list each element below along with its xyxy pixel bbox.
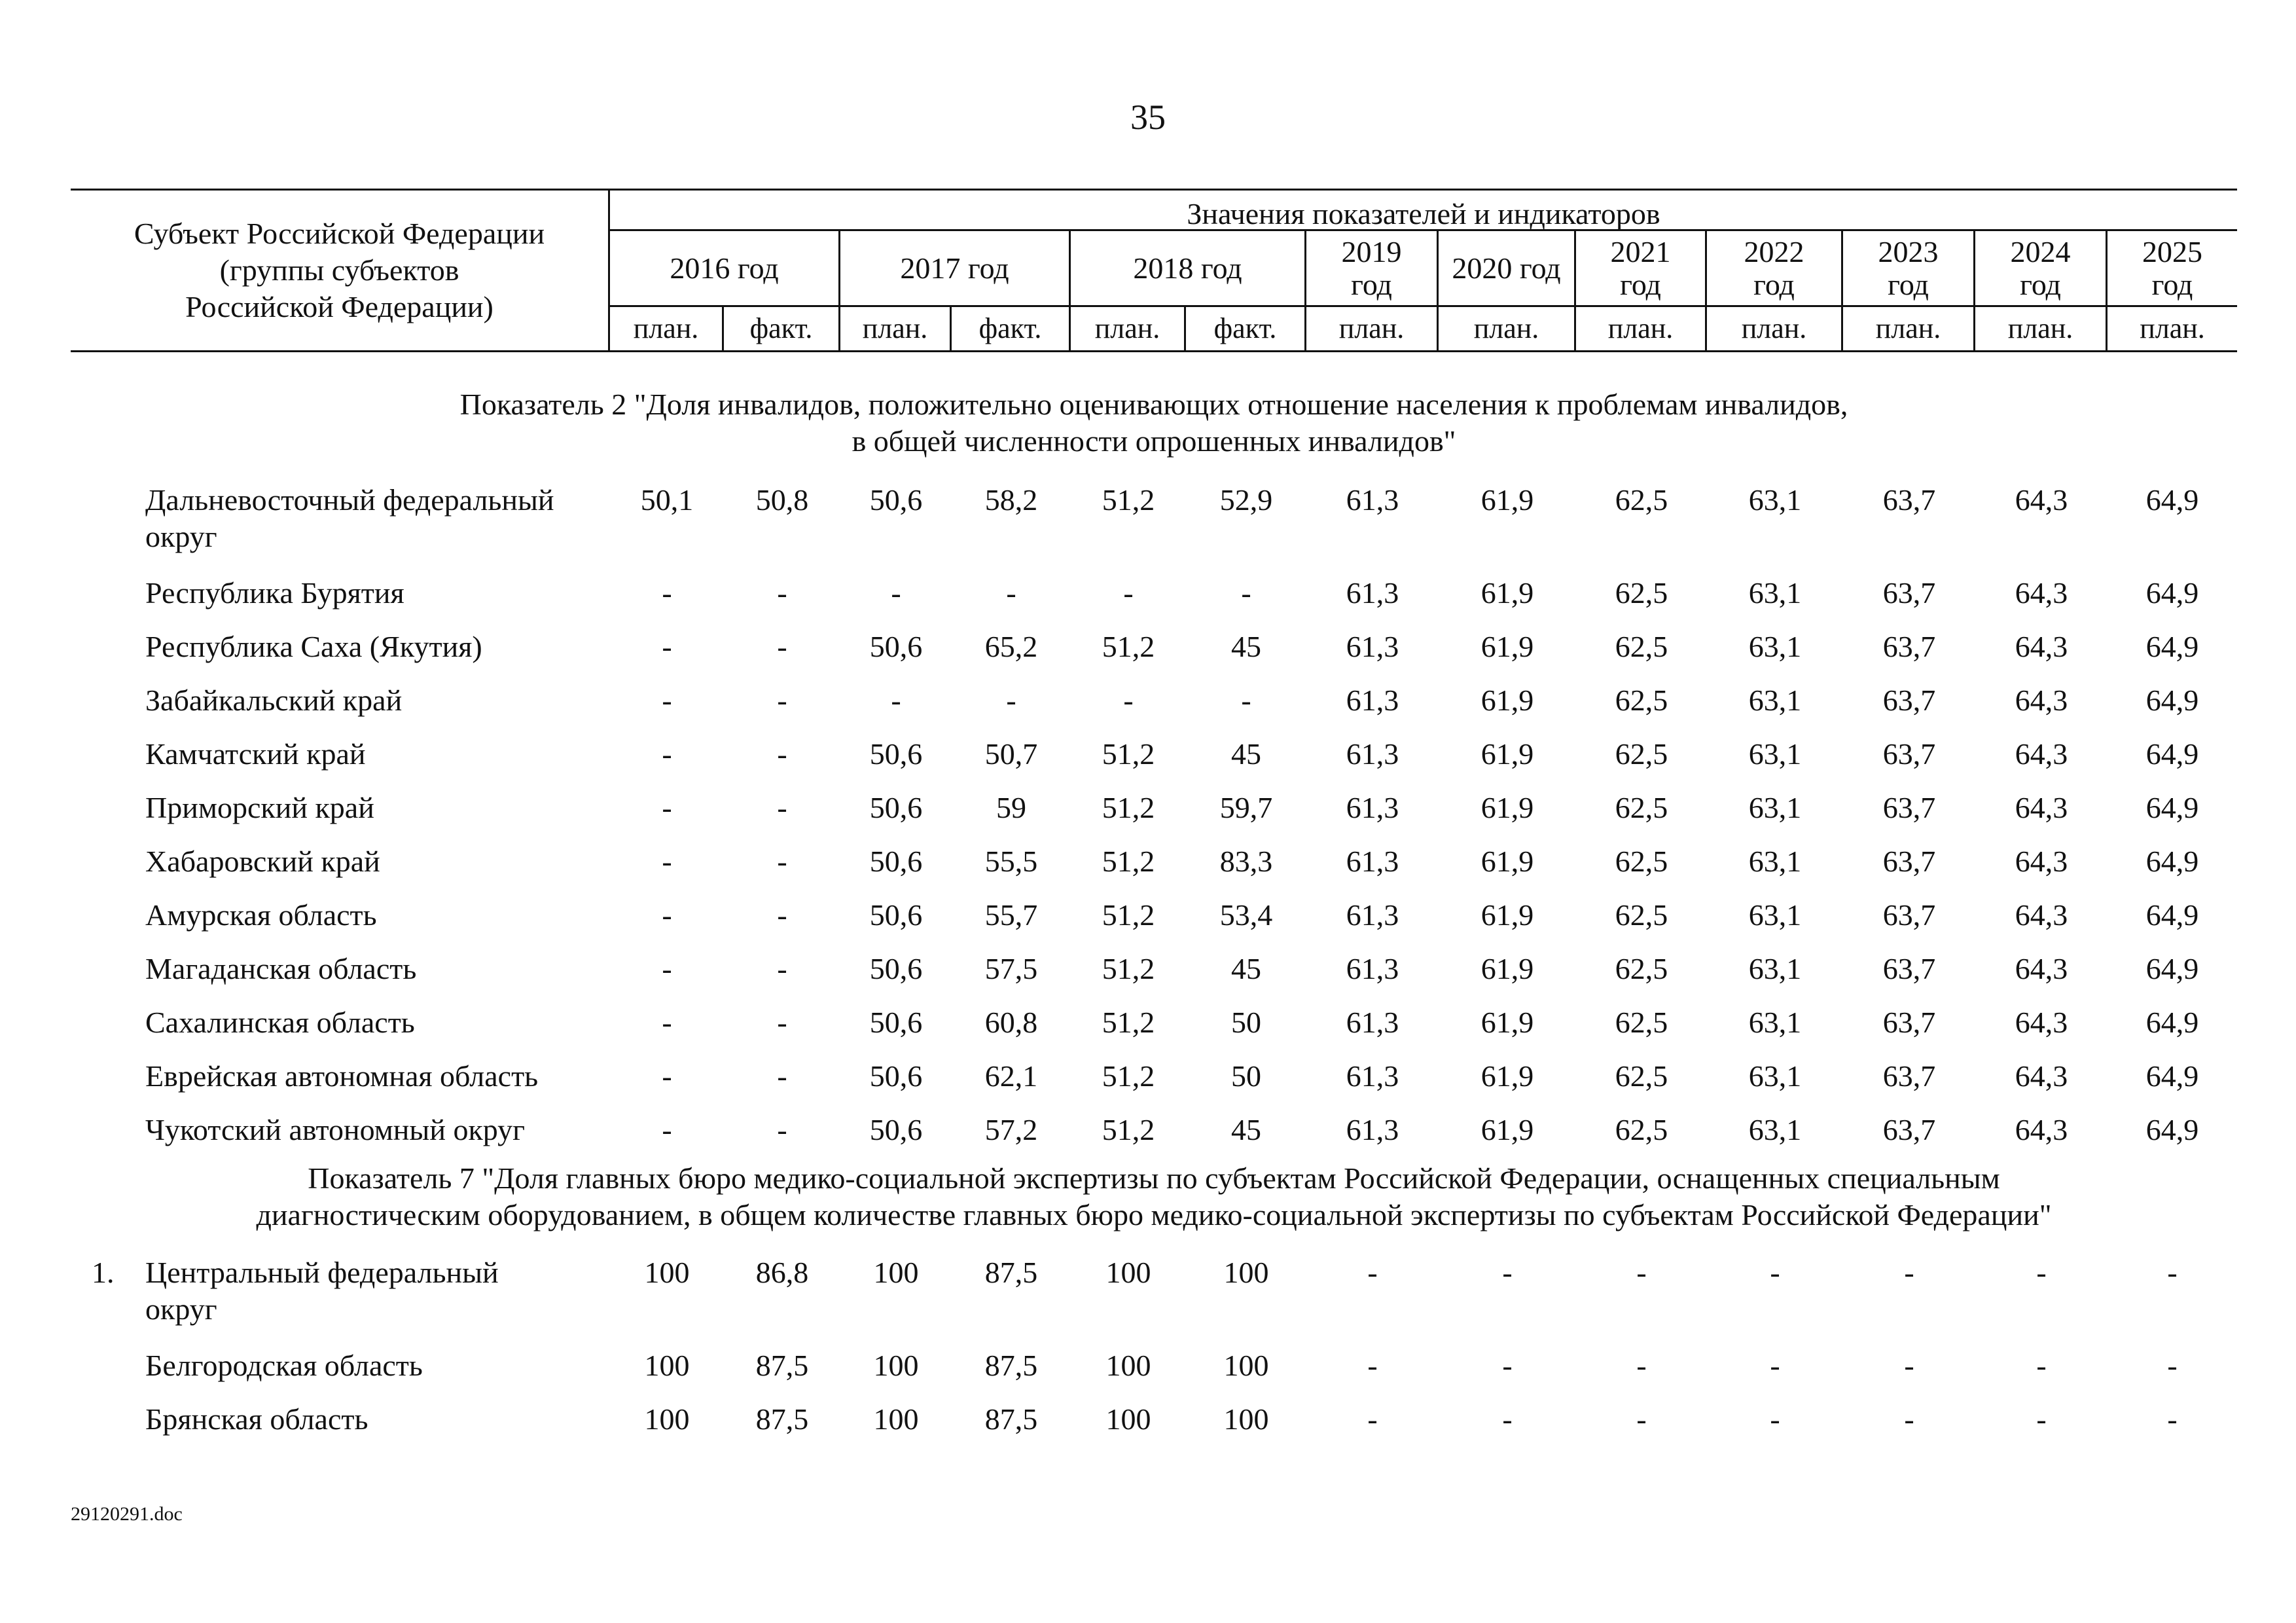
value-cell: -	[1367, 1349, 1378, 1382]
value-cell: -	[1636, 1256, 1647, 1289]
region-name-line: Центральный федеральный	[145, 1256, 499, 1289]
indicator-2-title-line: в общей численности опрошенных инвалидов"	[852, 424, 1456, 458]
value-cell: 51,2	[1102, 952, 1155, 985]
value-cell: 62,5	[1615, 1113, 1668, 1146]
subject-column-header	[71, 191, 610, 350]
value-cell: -	[777, 684, 787, 717]
value-cell: 64,3	[2015, 483, 2068, 517]
value-cell: 63,1	[1748, 684, 1802, 717]
value-cell: -	[662, 791, 672, 824]
value-cell: 100	[1223, 1256, 1269, 1289]
value-cell: 63,1	[1748, 845, 1802, 878]
value-cell: -	[891, 684, 901, 717]
value-cell: 61,9	[1480, 684, 1534, 717]
value-cell: 64,9	[2145, 483, 2199, 517]
value-cell: 51,2	[1102, 483, 1155, 517]
value-cell: 64,9	[2145, 1113, 2199, 1146]
value-cell: 61,3	[1346, 684, 1399, 717]
value-cell: 55,5	[984, 845, 1038, 878]
value-cell: 61,9	[1480, 630, 1534, 663]
value-cell: -	[662, 1059, 672, 1093]
value-cell: 63,1	[1748, 898, 1802, 932]
value-cell: 61,9	[1480, 791, 1534, 824]
value-cell: 50,6	[869, 791, 923, 824]
table-row	[0, 790, 2296, 842]
value-cell: -	[1636, 1402, 1647, 1436]
region-name: Сахалинская область	[145, 1006, 415, 1039]
value-cell: -	[777, 630, 787, 663]
table-row	[0, 629, 2296, 681]
value-cell: 62,5	[1615, 952, 1668, 985]
value-cell: 63,1	[1748, 630, 1802, 663]
plan-fact-header-cell: план.	[1843, 305, 1975, 350]
table-header	[71, 189, 2237, 352]
value-cell: 86,8	[755, 1256, 809, 1289]
value-cell: 64,9	[2145, 576, 2199, 610]
value-cell: -	[777, 576, 787, 610]
region-name: Приморский край	[145, 791, 374, 824]
value-cell: 63,7	[1882, 1113, 1936, 1146]
value-cell: 61,9	[1480, 898, 1534, 932]
value-cell: 100	[1105, 1256, 1151, 1289]
value-cell: 64,3	[2015, 898, 2068, 932]
plan-fact-header-cell: план.	[1975, 305, 2108, 350]
value-cell: -	[1770, 1256, 1780, 1289]
plan-fact-header-cell: план.	[1707, 305, 1843, 350]
value-cell: 62,5	[1615, 1059, 1668, 1093]
document-filename: 29120291.doc	[71, 1503, 183, 1525]
value-cell: -	[662, 1006, 672, 1039]
value-cell: 50	[1231, 1006, 1261, 1039]
value-cell: 61,9	[1480, 1059, 1534, 1093]
year-header-cell: 2021 год	[1576, 231, 1707, 305]
value-cell: 45	[1231, 630, 1261, 663]
value-cell: 87,5	[984, 1349, 1038, 1382]
value-cell: 62,1	[984, 1059, 1038, 1093]
value-cell: 61,3	[1346, 576, 1399, 610]
plan-fact-header-cell: факт.	[1186, 305, 1306, 350]
value-cell: -	[1904, 1256, 1914, 1289]
value-cell: 61,9	[1480, 576, 1534, 610]
value-cell: 50,6	[869, 630, 923, 663]
region-name-line: округ	[145, 1292, 217, 1326]
value-cell: 63,1	[1748, 737, 1802, 771]
value-cell: 64,9	[2145, 630, 2199, 663]
value-cell: 100	[644, 1349, 690, 1382]
plan-fact-header-cell: план.	[1576, 305, 1707, 350]
value-cell: 87,5	[984, 1402, 1038, 1436]
value-cell: 51,2	[1102, 845, 1155, 878]
value-cell: -	[1123, 684, 1134, 717]
value-cell: 64,3	[2015, 952, 2068, 985]
value-cell: 87,5	[984, 1256, 1038, 1289]
value-cell: 62,5	[1615, 630, 1668, 663]
value-cell: -	[1006, 576, 1016, 610]
value-cell: -	[777, 737, 787, 771]
subject-header-line: Субъект Российской Федерации	[134, 217, 545, 250]
value-cell: -	[1770, 1349, 1780, 1382]
value-cell: 58,2	[984, 483, 1038, 517]
table-row	[0, 951, 2296, 1003]
value-cell: 63,7	[1882, 630, 1936, 663]
value-cell: 62,5	[1615, 845, 1668, 878]
value-cell: 61,3	[1346, 1059, 1399, 1093]
value-cell: 63,7	[1882, 576, 1936, 610]
value-cell: 50,1	[640, 483, 694, 517]
table-row	[0, 1254, 2296, 1326]
value-cell: 63,1	[1748, 952, 1802, 985]
value-cell: -	[1367, 1256, 1378, 1289]
value-cell: -	[2036, 1349, 2047, 1382]
value-cell: 61,9	[1480, 737, 1534, 771]
value-cell: 64,3	[2015, 1059, 2068, 1093]
value-cell: -	[777, 1006, 787, 1039]
table-row	[0, 1004, 2296, 1057]
year-header-cell: 2018 год	[1071, 231, 1306, 305]
indicator-7-title	[71, 1160, 2237, 1233]
value-cell: -	[662, 737, 672, 771]
value-cell: 45	[1231, 952, 1261, 985]
plan-fact-header-cell: план.	[840, 305, 952, 350]
value-cell: 64,9	[2145, 1006, 2199, 1039]
value-cell: 64,9	[2145, 791, 2199, 824]
value-cell: 62,5	[1615, 684, 1668, 717]
value-cell: 51,2	[1102, 1113, 1155, 1146]
value-cell: 100	[644, 1256, 690, 1289]
value-cell: 62,5	[1615, 791, 1668, 824]
value-cell: 100	[1223, 1349, 1269, 1382]
value-cell: 63,7	[1882, 952, 1936, 985]
region-name: Белгородская область	[145, 1349, 423, 1382]
year-header-cell: 2023 год	[1843, 231, 1975, 305]
table-row	[0, 1058, 2296, 1110]
value-cell: 63,1	[1748, 1113, 1802, 1146]
value-cell: 57,2	[984, 1113, 1038, 1146]
indicator-7-title-line: Показатель 7 "Доля главных бюро медико-социальной экспертизы по субъектам Российской Федерации, оснащенных специальным	[308, 1161, 2000, 1195]
region-name-line: Дальневосточный федеральный	[145, 483, 554, 517]
value-cell: -	[777, 1059, 787, 1093]
value-cell: 61,3	[1346, 791, 1399, 824]
region-name: Брянская область	[145, 1402, 368, 1436]
value-cell: -	[1502, 1402, 1513, 1436]
year-header-cell: 2017 год	[840, 231, 1071, 305]
value-cell: 61,9	[1480, 845, 1534, 878]
value-cell: 62,5	[1615, 737, 1668, 771]
value-cell: 64,3	[2015, 737, 2068, 771]
value-cell: -	[1502, 1349, 1513, 1382]
value-cell: 61,9	[1480, 483, 1534, 517]
region-name	[145, 482, 603, 555]
value-cell: 64,9	[2145, 1059, 2199, 1093]
value-cell: 59,7	[1219, 791, 1273, 824]
region-name	[145, 1254, 603, 1328]
value-cell: 62,5	[1615, 483, 1668, 517]
value-cell: 51,2	[1102, 898, 1155, 932]
value-cell: 51,2	[1102, 1059, 1155, 1093]
region-name: Республика Бурятия	[145, 576, 404, 610]
value-cell: 87,5	[755, 1402, 809, 1436]
value-cell: 59	[996, 791, 1026, 824]
indicator-2-title	[71, 386, 2237, 460]
indicator-7-title-line: диагностическим оборудованием, в общем количестве главных бюро медико-социальной экспертизы по субъектам Российской Федерации"	[256, 1198, 2052, 1231]
value-cell: -	[777, 952, 787, 985]
table-row	[0, 1112, 2296, 1164]
value-cell: 61,3	[1346, 845, 1399, 878]
value-cell: -	[1241, 576, 1251, 610]
value-cell: 61,3	[1346, 1113, 1399, 1146]
value-cell: 55,7	[984, 898, 1038, 932]
table-row	[0, 682, 2296, 735]
table-row	[0, 1401, 2296, 1453]
value-cell: 63,7	[1882, 684, 1936, 717]
value-cell: 61,9	[1480, 952, 1534, 985]
value-cell: 87,5	[755, 1349, 809, 1382]
region-name: Чукотский автономный округ	[145, 1113, 526, 1146]
value-cell: -	[1241, 684, 1251, 717]
table-row	[0, 482, 2296, 553]
region-name: Амурская область	[145, 898, 377, 932]
value-cell: 50,6	[869, 952, 923, 985]
table-row	[0, 843, 2296, 896]
value-cell: 45	[1231, 737, 1261, 771]
value-cell: 64,3	[2015, 684, 2068, 717]
value-cell: 61,3	[1346, 898, 1399, 932]
plan-fact-header-cell: план.	[1439, 305, 1576, 350]
value-cell: -	[1006, 684, 1016, 717]
value-cell: -	[662, 630, 672, 663]
value-cell: 100	[1105, 1402, 1151, 1436]
value-cell: 64,3	[2015, 576, 2068, 610]
value-cell: 63,7	[1882, 791, 1936, 824]
value-cell: -	[2167, 1402, 2178, 1436]
values-header-title: Значения показателей и индикаторов	[610, 191, 2237, 231]
region-name: Камчатский край	[145, 737, 366, 771]
value-cell: -	[2167, 1256, 2178, 1289]
region-name: Забайкальский край	[145, 684, 403, 717]
value-cell: -	[1123, 576, 1134, 610]
year-header-cell: 2016 год	[610, 231, 840, 305]
value-cell: -	[777, 845, 787, 878]
value-cell: 64,3	[2015, 1006, 2068, 1039]
value-cell: 63,7	[1882, 898, 1936, 932]
value-cell: 64,3	[2015, 1113, 2068, 1146]
value-cell: 63,1	[1748, 483, 1802, 517]
value-cell: 57,5	[984, 952, 1038, 985]
value-cell: -	[662, 684, 672, 717]
value-cell: 61,3	[1346, 630, 1399, 663]
value-cell: 50,6	[869, 483, 923, 517]
value-cell: 50,7	[984, 737, 1038, 771]
value-cell: 51,2	[1102, 791, 1155, 824]
value-cell: 63,1	[1748, 1059, 1802, 1093]
value-cell: 63,7	[1882, 1006, 1936, 1039]
value-cell: 63,1	[1748, 791, 1802, 824]
year-header-cell: 2024 год	[1975, 231, 2108, 305]
value-cell: -	[662, 952, 672, 985]
plan-fact-header-cell: план.	[610, 305, 724, 350]
value-cell: -	[1770, 1402, 1780, 1436]
value-cell: 62,5	[1615, 576, 1668, 610]
value-cell: 65,2	[984, 630, 1038, 663]
value-cell: -	[2167, 1349, 2178, 1382]
value-cell: -	[662, 576, 672, 610]
value-cell: -	[662, 1113, 672, 1146]
value-cell: 100	[873, 1349, 919, 1382]
value-cell: -	[1502, 1256, 1513, 1289]
value-cell: 64,3	[2015, 791, 2068, 824]
value-cell: 100	[873, 1402, 919, 1436]
table-row	[0, 1347, 2296, 1400]
value-cell: 50,6	[869, 1113, 923, 1146]
value-cell: 51,2	[1102, 737, 1155, 771]
value-cell: -	[1367, 1402, 1378, 1436]
value-cell: 83,3	[1219, 845, 1273, 878]
value-cell: 51,2	[1102, 1006, 1155, 1039]
value-cell: 100	[873, 1256, 919, 1289]
value-cell: -	[2036, 1256, 2047, 1289]
plan-fact-header-cell: факт.	[724, 305, 840, 350]
value-cell: 63,7	[1882, 1059, 1936, 1093]
plan-fact-header-cell: план.	[1071, 305, 1186, 350]
value-cell: 64,9	[2145, 684, 2199, 717]
value-cell: -	[2036, 1402, 2047, 1436]
plan-fact-header-cell: план.	[1306, 305, 1439, 350]
plan-fact-header-cell: факт.	[952, 305, 1071, 350]
value-cell: -	[777, 791, 787, 824]
value-cell: 50,6	[869, 1059, 923, 1093]
value-cell: 100	[644, 1402, 690, 1436]
value-cell: -	[777, 898, 787, 932]
value-cell: 63,7	[1882, 483, 1936, 517]
row-number: 1.	[92, 1256, 115, 1289]
value-cell: 63,1	[1748, 576, 1802, 610]
value-cell: 63,7	[1882, 737, 1936, 771]
region-name: Хабаровский край	[145, 845, 380, 878]
value-cell: 62,5	[1615, 1006, 1668, 1039]
year-header-cell: 2022 год	[1707, 231, 1843, 305]
table-row	[0, 575, 2296, 627]
indicator-2-title-line: Показатель 2 "Доля инвалидов, положительно оценивающих отношение населения к проблемам инвалидов,	[459, 388, 1848, 421]
value-cell: -	[1904, 1349, 1914, 1382]
value-cell: 51,2	[1102, 630, 1155, 663]
plan-fact-header-cell: план.	[2108, 305, 2237, 350]
region-name: Республика Саха (Якутия)	[145, 630, 482, 663]
value-cell: 61,3	[1346, 483, 1399, 517]
value-cell: 50,8	[755, 483, 809, 517]
region-name-line: округ	[145, 520, 217, 553]
value-cell: 61,9	[1480, 1006, 1534, 1039]
value-cell: 64,3	[2015, 845, 2068, 878]
year-header-cell: 2019 год	[1306, 231, 1439, 305]
value-cell: 63,7	[1882, 845, 1936, 878]
value-cell: 61,3	[1346, 1006, 1399, 1039]
subject-header-line: Российской Федерации)	[185, 290, 493, 323]
value-cell: -	[1636, 1349, 1647, 1382]
value-cell: 53,4	[1219, 898, 1273, 932]
value-cell: 50,6	[869, 737, 923, 771]
value-cell: 50,6	[869, 898, 923, 932]
value-cell: 64,9	[2145, 898, 2199, 932]
value-cell: 61,3	[1346, 737, 1399, 771]
value-cell: -	[662, 898, 672, 932]
value-cell: 50	[1231, 1059, 1261, 1093]
value-cell: -	[1904, 1402, 1914, 1436]
year-header-cell: 2020 год	[1439, 231, 1576, 305]
value-cell: 52,9	[1219, 483, 1273, 517]
value-cell: 64,9	[2145, 737, 2199, 771]
region-name: Еврейская автономная область	[145, 1059, 539, 1093]
value-cell: 63,1	[1748, 1006, 1802, 1039]
table-row	[0, 897, 2296, 949]
value-cell: 64,9	[2145, 845, 2199, 878]
value-cell: 45	[1231, 1113, 1261, 1146]
value-cell: -	[662, 845, 672, 878]
year-header-cell: 2025 год	[2142, 234, 2202, 301]
value-cell: 100	[1105, 1349, 1151, 1382]
value-cell: 50,6	[869, 845, 923, 878]
page-number: 35	[1130, 98, 1166, 137]
value-cell: 62,5	[1615, 898, 1668, 932]
table-row	[0, 736, 2296, 788]
value-cell: -	[777, 1113, 787, 1146]
region-name: Магаданская область	[145, 952, 417, 985]
value-cell: 60,8	[984, 1006, 1038, 1039]
value-cell: 64,9	[2145, 952, 2199, 985]
value-cell: 61,3	[1346, 952, 1399, 985]
value-cell: 61,9	[1480, 1113, 1534, 1146]
value-cell: 50,6	[869, 1006, 923, 1039]
subject-header-line: (группы субъектов	[219, 253, 459, 287]
value-cell: 100	[1223, 1402, 1269, 1436]
value-cell: -	[891, 576, 901, 610]
value-cell: 64,3	[2015, 630, 2068, 663]
